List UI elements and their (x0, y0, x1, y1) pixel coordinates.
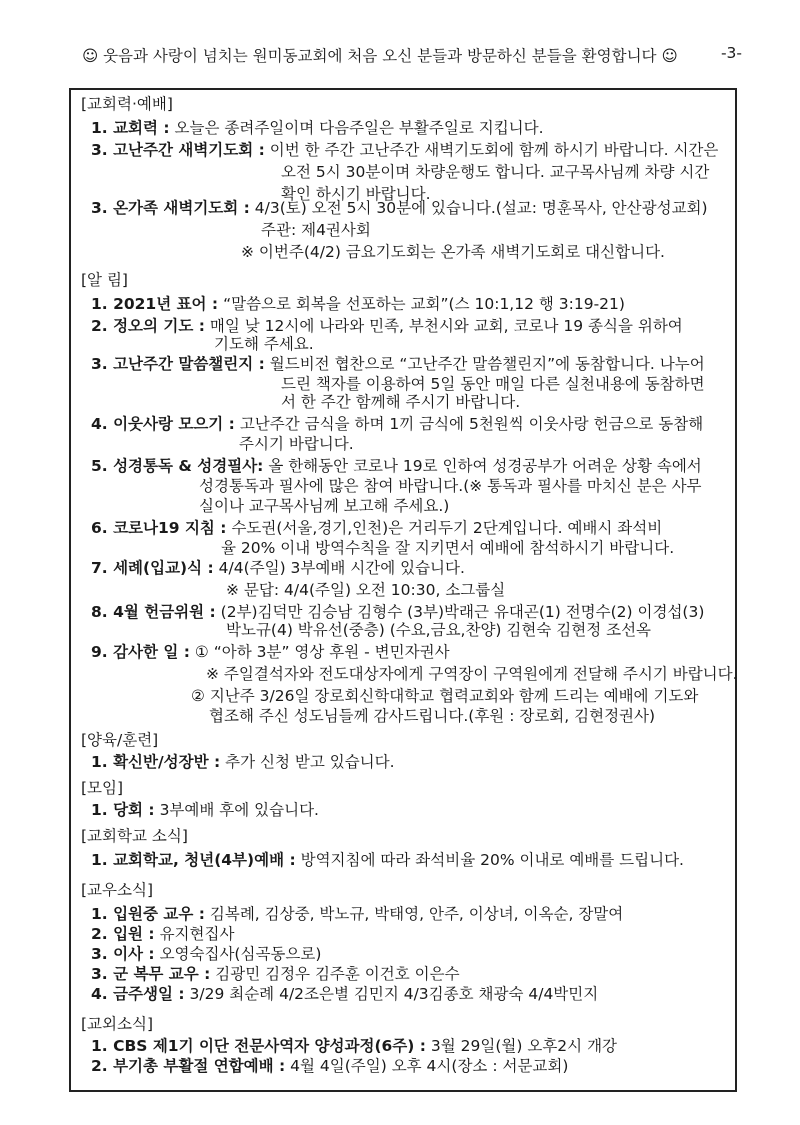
list-item (91, 316, 683, 336)
item-text: 3/29 최순례 4/2조은별 김민지 4/3김종호 채광숙 4/4박민지 (189, 985, 599, 1003)
item-text: ① “아하 3분” 영상 후원 - 변민자권사 (194, 643, 450, 661)
item-label: 2. 부기총 부활절 연합예배 : (91, 1057, 286, 1075)
item-label: 3. 고난주간 새벽기도회 : (91, 141, 265, 159)
item-text: 실이나 교구목사님께 보고해 주세요.) (199, 497, 450, 515)
item-text: 협조해 주신 성도님들께 감사드립니다.(후원 : 장로회, 김현정권사) (209, 707, 656, 725)
list-item (91, 752, 395, 772)
section-title-members: [교우소식] (81, 881, 153, 899)
item-text: 수도권(서울,경기,인천)은 거리두기 2단계입니다. 예배시 좌석비 (231, 519, 663, 537)
item-text: ※ 문답: 4/4(주일) 오전 10:30, 소그룹실 (226, 581, 506, 599)
section-title-worship: [교회력·예배] (81, 95, 173, 113)
item-label: 1. 교회학교, 청년(4부)예배 : (91, 851, 296, 869)
list-item (91, 850, 684, 870)
list-item (91, 354, 705, 374)
section-title-notice: [알 림] (81, 271, 128, 289)
item-text: 3월 29일(월) 오후2시 개강 (430, 1037, 618, 1055)
item-label: 4. 이웃사랑 모으기 : (91, 415, 235, 433)
item-text: 고난주간 금식을 하며 1끼 금식에 5천원씩 이웃사랑 헌금으로 동참해 (239, 415, 704, 433)
item-text: “말씀으로 회복을 선포하는 교회”(스 10:1,12 행 3:19-21) (223, 295, 625, 313)
item-text: 서 한 주간 함께해 주시기 바랍니다. (281, 393, 521, 411)
item-text: 율 20% 이내 방역수칙을 잘 지키면서 예배에 참석하시기 바랍니다. (221, 539, 675, 557)
item-text: 방역지침에 따라 좌석비율 20% 이내로 예배를 드립니다. (300, 851, 684, 869)
item-label: 5. 성경통독 & 성경필사: (91, 457, 264, 475)
item-label: 1. 2021년 표어 : (91, 295, 219, 313)
item-text: ※ 이번주(4/2) 금요기도회는 온가족 새벽기도회로 대신합니다. (241, 243, 665, 261)
list-item (91, 1056, 568, 1076)
bulletin-box (69, 88, 737, 1092)
section-title-training: [양육/훈련] (81, 731, 159, 749)
item-label: 3. 고난주간 말씀챌린지 : (91, 355, 265, 373)
item-text: 김복례, 김상중, 박노규, 박태영, 안주, 이상녀, 이옥순, 장말여 (209, 905, 624, 923)
item-label: 7. 세례(입교)식 : (91, 559, 214, 577)
list-item (91, 294, 625, 314)
item-label: 2. 정오의 기도 : (91, 317, 205, 335)
list-item (91, 944, 321, 964)
list-item (91, 414, 703, 434)
section-title-school: [교회학교 소식] (81, 827, 188, 845)
item-text: ② 지난주 3/26일 장로회신학대학교 협력교회와 함께 드리는 예배에 기도와 (191, 687, 699, 705)
item-text: 기도해 주세요. (214, 335, 314, 353)
list-item (91, 140, 718, 160)
welcome-text: ☺ 웃음과 사랑이 넘치는 원미동교회에 처음 오신 분들과 방문하신 분들을 환영합니다 ☺ (82, 47, 678, 65)
item-text: 박노규(4) 박유선(중층) (수요,금요,찬양) 김현숙 김현정 조선옥 (226, 621, 652, 639)
list-item (91, 558, 465, 578)
item-text: 매일 낮 12시에 나라와 민족, 부천시와 교회, 코로나 19 종식을 위하여 (209, 317, 683, 335)
item-text: 유지현집사 (159, 925, 235, 943)
item-text: 이번 한 주간 고난주간 새벽기도회에 함께 하시기 바랍니다. 시간은 (269, 141, 719, 159)
list-item (91, 1036, 617, 1056)
item-label: 1. 입원중 교우 : (91, 905, 205, 923)
list-item (91, 984, 598, 1004)
item-text: 추가 신청 받고 있습니다. (225, 753, 395, 771)
item-text: 확인 하시기 바랍니다. (281, 185, 431, 203)
list-item (91, 518, 662, 538)
item-label: 3. 이사 : (91, 945, 155, 963)
item-label: 6. 코로나19 지침 : (91, 519, 227, 537)
item-text: 오늘은 종려주일이며 다음주일은 부활주일로 지킵니다. (174, 119, 544, 137)
list-item (91, 642, 450, 662)
list-item (91, 904, 623, 924)
item-text: 올 한해동안 코로나 19로 인하여 성경공부가 어려운 상황 속에서 (268, 457, 702, 475)
list-item (91, 924, 234, 944)
list-item (91, 118, 544, 138)
page-header (82, 44, 742, 66)
item-text: 오영숙집사(심곡동으로) (159, 945, 322, 963)
item-text: 성경통독과 필사에 많은 참여 바랍니다.(※ 통독과 필사를 마치신 분은 사무 (199, 477, 702, 495)
list-item (91, 964, 460, 984)
item-label: 1. 확신반/성장반 : (91, 753, 221, 771)
item-text: 4월 4일(주일) 오후 4시(장소 : 서문교회) (290, 1057, 569, 1075)
item-label: 3. 군 복무 교우 : (91, 965, 211, 983)
list-item (91, 800, 319, 820)
item-label: 1. CBS 제1기 이단 전문사역자 양성과정(6주) : (91, 1037, 426, 1055)
item-text: ※ 주일결석자와 전도대상자에게 구역장이 구역원에게 전달해 주시기 바랍니다. (206, 665, 738, 683)
item-label: 4. 금주생일 : (91, 985, 185, 1003)
item-text: 3부예배 후에 있습니다. (159, 801, 319, 819)
list-item (91, 602, 704, 622)
item-label: 2. 입원 : (91, 925, 155, 943)
item-label: 8. 4월 헌금위원 : (91, 603, 216, 621)
item-text: 김광민 김정우 김주훈 이건호 이은수 (215, 965, 460, 983)
item-text: 4/3(토) 오전 5시 30분에 있습니다.(설교: 명훈목사, 안산광성교회) (254, 199, 708, 217)
page-number: -3- (720, 44, 742, 62)
item-label: 3. 온가족 새벽기도회 : (91, 199, 250, 217)
list-item (91, 198, 708, 218)
section-title-meeting: [모임] (81, 779, 124, 797)
item-text: 월드비전 협찬으로 “고난주간 말씀챌린지”에 동참합니다. 나누어 (269, 355, 705, 373)
item-label: 1. 교회력 : (91, 119, 170, 137)
list-item (91, 456, 702, 476)
item-label: 1. 당회 : (91, 801, 155, 819)
item-text: (2부)김덕만 김승남 김형수 (3부)박래근 유대곤(1) 전명수(2) 이경섭(3) (220, 603, 705, 621)
item-text: 주관: 제4권사회 (261, 221, 371, 239)
item-text: 4/4(주일) 3부예배 시간에 있습니다. (218, 559, 465, 577)
item-label: 9. 감사한 일 : (91, 643, 190, 661)
item-text: 오전 5시 30분이며 차량운행도 합니다. 교구목사님께 차량 시간 (281, 163, 710, 181)
item-text: 주시기 바랍니다. (239, 435, 354, 453)
item-text: 드린 책자를 이용하여 5일 동안 매일 다른 실천내용에 동참하면 (281, 375, 705, 393)
section-title-external: [교외소식] (81, 1015, 153, 1033)
